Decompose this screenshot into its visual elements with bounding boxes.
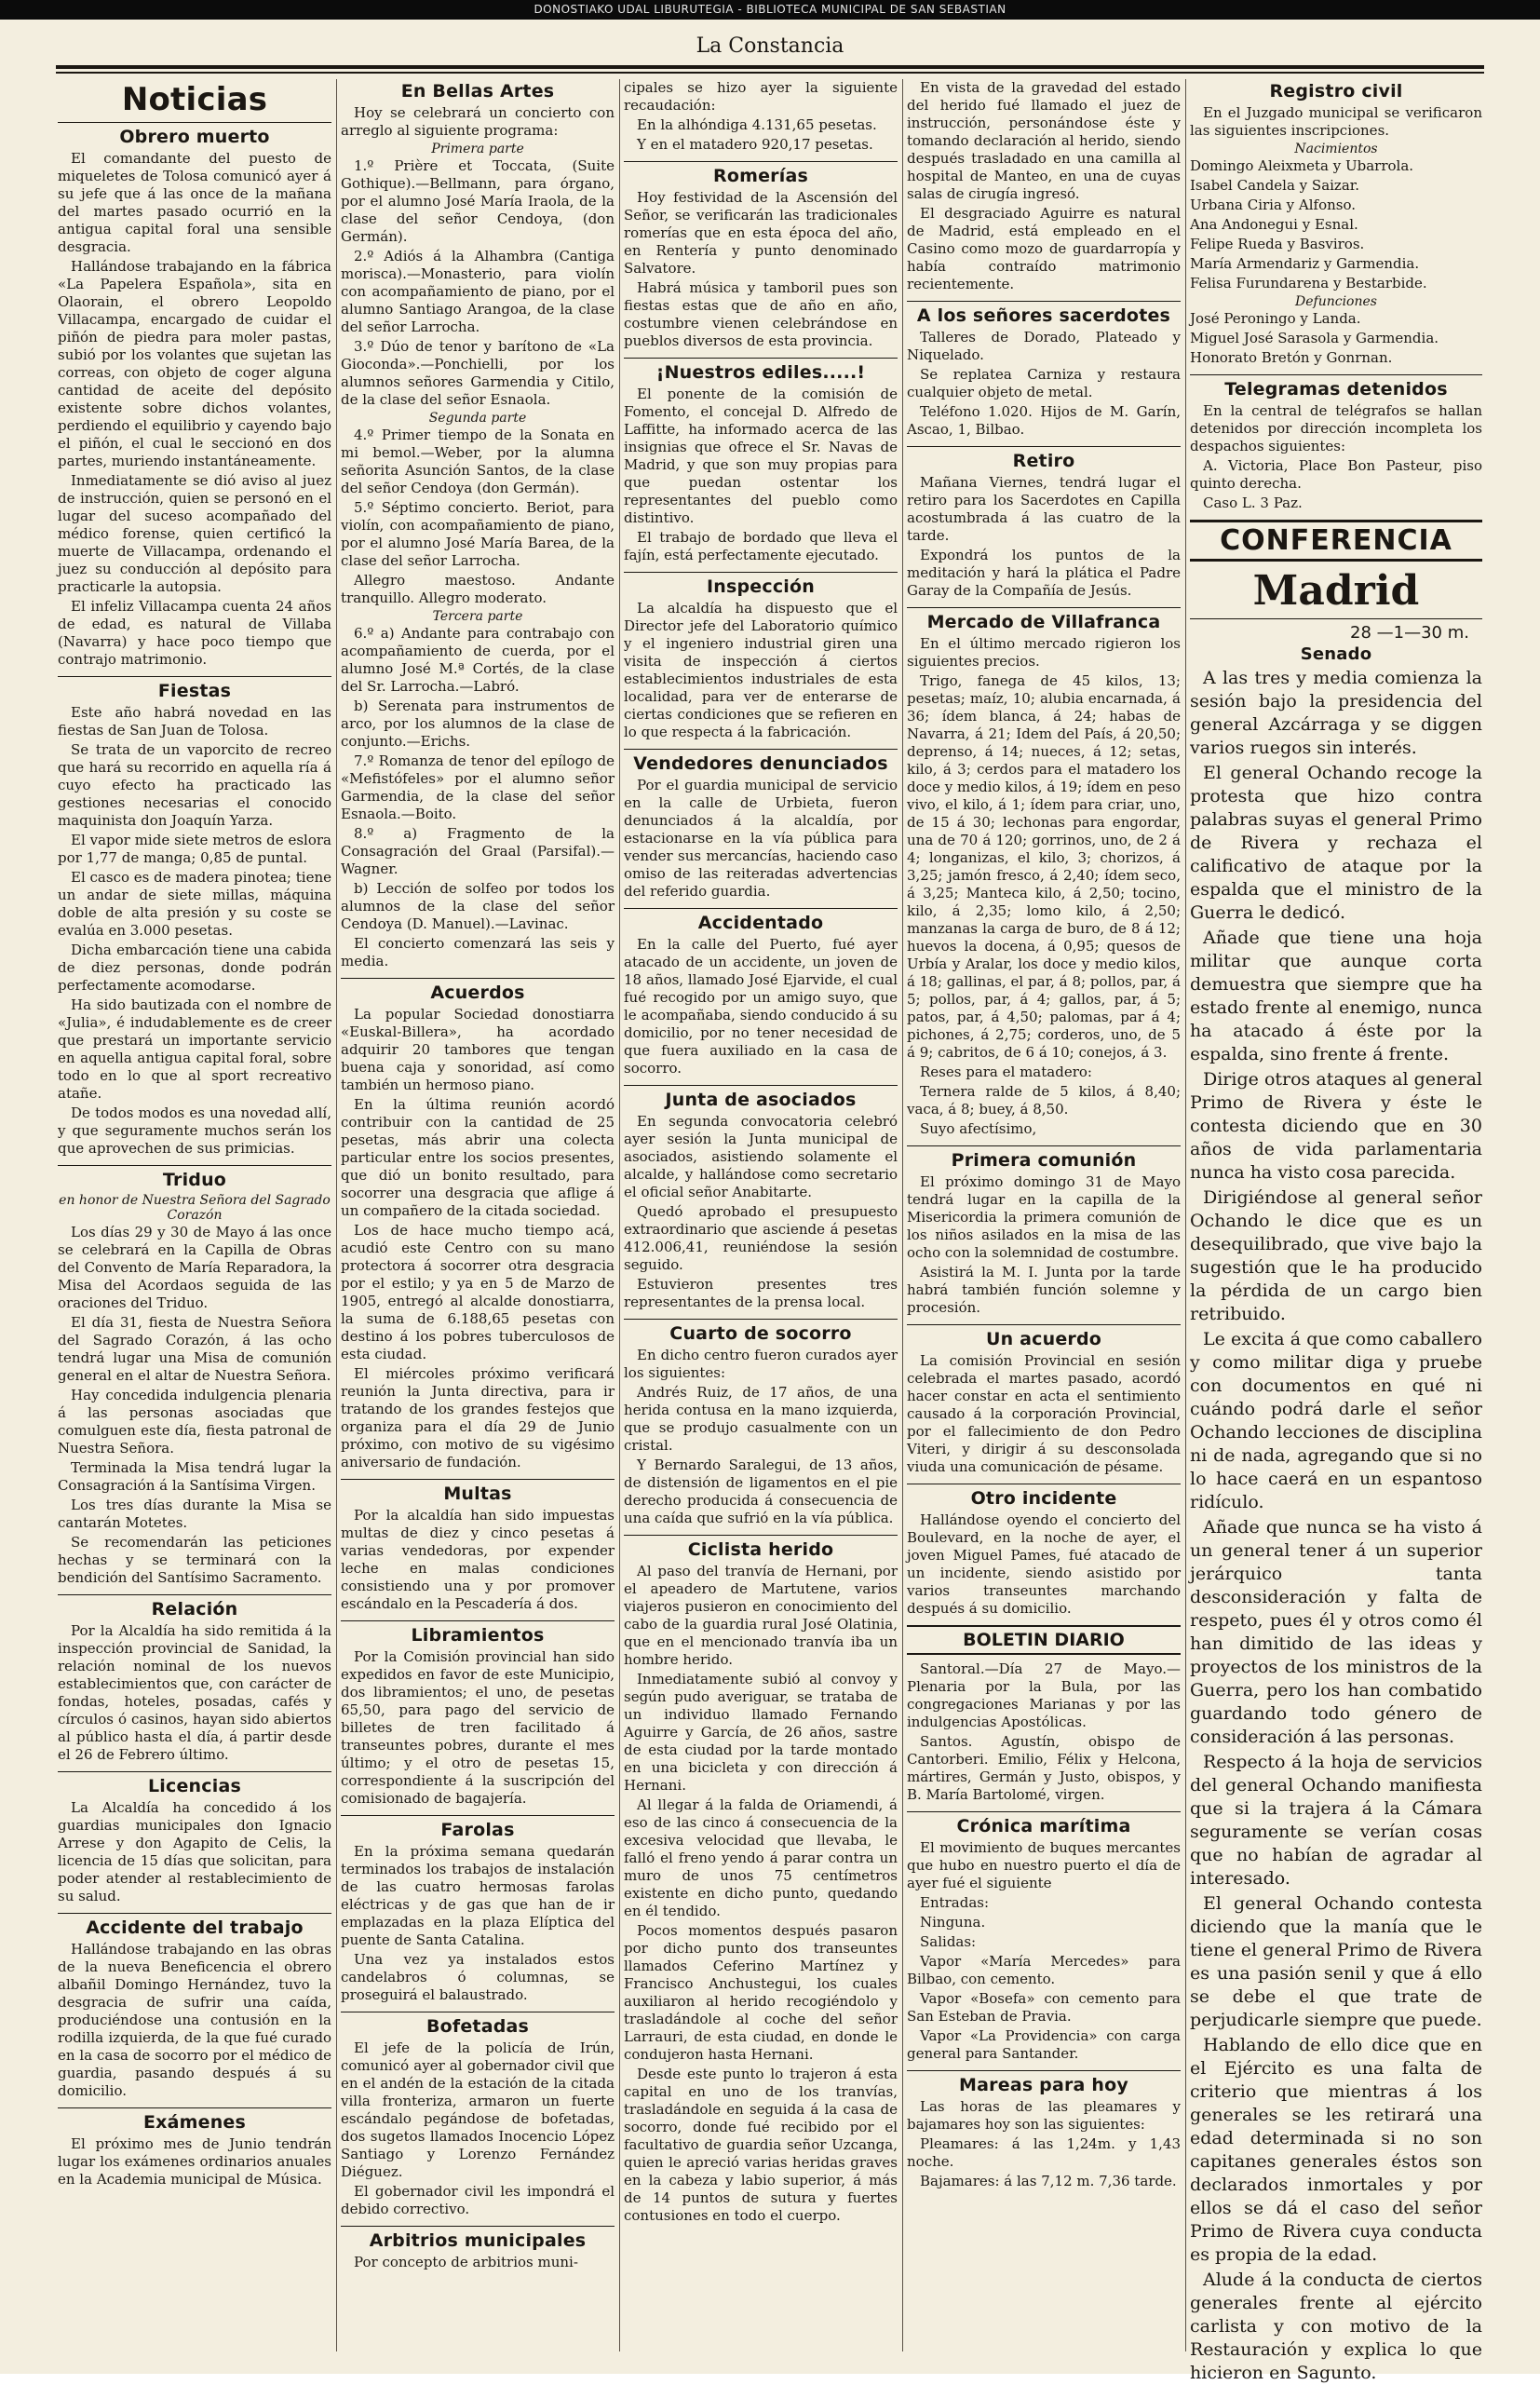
program-item: 8.º a) Fragmento de la Consagración del Graal (Parsifal).—Wagner. <box>341 825 615 877</box>
divider <box>907 301 1181 302</box>
article-title: Accidente del trabajo <box>86 1917 304 1938</box>
article-triduo <box>58 1170 331 1587</box>
article-title: Retiro <box>1012 451 1075 471</box>
article-accidente-trabajo <box>58 1917 331 2100</box>
article-mercado-villafranca <box>907 612 1181 1138</box>
list-item: Urbana Ciria y Alfonso. <box>1190 196 1357 213</box>
article-paragraph: Una vez ya instalados estos candelabros ó columnas, se proseguirá el balaustrado. <box>341 1951 615 2003</box>
article-paragraph: Pleamares: á las 1,24m. y 1,43 noche. <box>907 2135 1181 2170</box>
article-paragraph: En vista de la gravedad del estado del herido fué llamado el juez de instrucción, personándose éste y tomando declaración al herido, siendo después trasladado en una camilla al hospital de Manteo, en una de cuyas salas de cirugía ingresó. <box>907 79 1181 202</box>
article-arbitrios <box>341 2230 615 2271</box>
article-paragraph: Añade que nunca se ha visto á un general tener á un superior jerárquico tanta desconsideración y falta de respeto, pues él y otros como él han dimitido de las ideas y proyectos de los ministros de la Guerra, pero los han combatido guardando todo género de consideración á las personas. <box>1190 1517 1482 1747</box>
program-item: 2.º Adiós á la Alhambra (Cantiga morisca).—Monasterio, para violín con acompañamiento de piano, por el alumno Santiago Arangoa, de la clase del señor Larrocha. <box>341 248 615 335</box>
list-item: José Peroningo y Landa. <box>1190 310 1361 327</box>
section-heading-noticias: Noticias <box>121 81 268 118</box>
conferencia-heading: CONFERENCIA <box>1190 520 1482 562</box>
program-part-heading: Primera parte <box>431 142 524 156</box>
article-paragraph: Hallándose oyendo el concierto del Boulevard, en la noche de ayer, el joven Miguel Pames, fué atacado de un incidente, siendo asistido por varios transeuntes marchando después á su domicilio. <box>907 1511 1181 1617</box>
list-item: María Armendariz y Garmendia. <box>1190 255 1420 272</box>
article-paragraph: El próximo domingo 31 de Mayo tendrá lugar en la capilla de la Misericordia la primera comunión de los niños asilados en la misa de las ocho con la solemnidad de costumbre. <box>907 1173 1181 1261</box>
article-paragraph: Trigo, fanega de 45 kilos, 13; pesetas; maíz, 10; alubia encarnada, á 36; ídem blanca, á 24; habas de Navarra, á 21; Idem del País, á 20,50; deprenso, á 14; nueces, á 12; setas, kilo, á 3; cerdos para el matadero los doce y medio kilos, á 19; ídem en peso vivo, el kilo, á 1; ídem para criar, uno, de 15 á 30; lechonas para engordar, una de 70 á 120; gorrinos, uno, de 2 á 4; longanizas, el kilo, 3; chorizos, á 3,25; jamón fresco, á 2,40; ídem seco, á 3,25; Manteca kilo, á 2,50; tocino, kilo, á 2,35; lomo kilo, á 2,50; manzanas la carga de buro, de 8 á 12; huevos la docena, á 0,95; quesos de Urbía y Aralar, los doce y medio kilos, á 18; gallinas, el par, á 8; pollos, par, á 5; pollos, par, á 4; gallos, par, á 5; patos, par, á 4,50; palomas, par á 4; pichones, á 2,75; corderos, uno, de 5 á 9; cabritos, de 6 á 10; conejos, á 3. <box>907 672 1181 1061</box>
article-paragraph: Respecto á la hoja de servicios del general Ochando manifiesta que si la trajera á la Cámara seguramente se verían cosas que no habían de agradar al interesado. <box>1190 1752 1482 1889</box>
article-title: Telegramas detenidos <box>1224 379 1448 400</box>
article-title: Cuarto de socorro <box>669 1323 852 1344</box>
article-title: Primera comunión <box>951 1150 1137 1171</box>
program-part-heading: Tercera parte <box>432 609 523 624</box>
article-junta-asociados <box>624 1090 898 1311</box>
list-item: Ana Andonegui y Esnal. <box>1190 216 1358 233</box>
divider <box>907 1324 1181 1325</box>
divider <box>624 1535 898 1536</box>
article-examenes <box>58 2112 331 2189</box>
article-paragraph: Santoral.—Día 27 de Mayo.— Plenaria por la Bula, por las congregaciones Marianas y por las indulgencias Apostólicas. <box>907 1660 1181 1730</box>
divider <box>624 1319 898 1320</box>
article-paragraph: Santos. Agustín, obispo de Cantorberi. Emilio, Félix y Helcona, mártires, Germán y Justo, obispos, y B. María Bartolomé, virgen. <box>907 1733 1181 1803</box>
article-title: Otro incidente <box>970 1488 1117 1509</box>
list-item: Miguel José Sarasola y Garmendia. <box>1190 330 1439 346</box>
article-title: Multas <box>443 1484 512 1504</box>
article-paragraph: En la próxima semana quedarán terminados los trabajos de instalación de las cuatro hermosas farolas eléctricas y de gas que han de ir emplazadas en la plaza Elíptica del puente de Santa Catalina. <box>341 1843 615 1948</box>
divider <box>907 446 1181 447</box>
list-item: Isabel Candela y Saizar. <box>1190 177 1360 194</box>
divider <box>341 1620 615 1621</box>
article-multas <box>341 1484 615 1613</box>
births-list <box>1190 157 1482 292</box>
article-paragraph: Talleres de Dorado, Plateado y Niquelado. <box>907 329 1181 363</box>
article-paragraph: Reses para el matadero: <box>920 1064 1092 1080</box>
divider <box>341 2226 615 2227</box>
article-paragraph: Por la Alcaldía ha sido remitida á la inspección provincial de Sanidad, la relación nominal de los nuevos establecimientos que, con carácter de fondas, hoteles, posadas, cafés y círculos ó casinos, hayan sido abiertos al público hasta el día, á partir desde el 26 de Febrero último. <box>58 1622 331 1763</box>
article-title: Triduo <box>162 1170 227 1190</box>
column-divider <box>902 79 903 2351</box>
article-paragraph: En dicho centro fueron curados ayer los siguientes: <box>624 1347 898 1381</box>
subsection-heading: Defunciones <box>1295 294 1377 309</box>
article-paragraph: Salidas: <box>920 1933 977 1950</box>
article-paragraph: Ternera ralde de 5 kilos, á 8,40; vaca, á 8; buey, á 8,50. <box>907 1083 1181 1118</box>
article-paragraph: El ponente de la comisión de Fomento, el concejal D. Alfredo de Laffitte, ha informado acerca de las insignias que ofrece el Sr. Navas de Madrid, y que son muy propias para que puedan ostentar los representantes del pueblo como distintivo. <box>624 386 898 526</box>
article-paragraph: Expondrá los puntos de la meditación y hará la plática el Padre Garay de la Compañía de Jesús. <box>907 547 1181 599</box>
program-item: 1.º Prière et Toccata, (Suite Gothique).—Bellmann, para órgano, por el alumno José María Iraola, de la clase del señor Cendoya, (don Germán). <box>341 157 615 245</box>
article-paragraph: Hay concedida indulgencia plenaria á las personas asociadas que comulguen este día, fiesta patronal de Nuestra Señora. <box>58 1387 331 1457</box>
article-title: Obrero muerto <box>119 127 270 147</box>
article-paragraph: El vapor mide siete metros de eslora por 1,77 de manga; 0,85 de puntal. <box>58 832 331 866</box>
divider <box>624 908 898 909</box>
article-mareas <box>907 2075 1181 2190</box>
article-cuarto-socorro <box>624 1323 898 1527</box>
article-title: Un acuerdo <box>985 1329 1102 1349</box>
article-bofetadas <box>341 2016 615 2218</box>
article-paragraph: En el último mercado rigieron los siguientes precios. <box>907 635 1181 670</box>
article-paragraph: Y en el matadero 920,17 pesetas. <box>637 136 873 153</box>
column-1 <box>58 79 331 2351</box>
archive-banner-text: DONOSTIAKO UDAL LIBURUTEGIA - BIBLIOTECA MUNICIPAL DE SAN SEBASTIAN <box>534 3 1006 16</box>
article-farolas <box>341 1820 615 2004</box>
article-paragraph: Hallándose trabajando en la fábrica «La Papelera Española», sita en Olaorain, el obrero Leopoldo Villacampa, encargado de cuidar el piñón de piedra para moler pastas, subió por los volantes que sujetan las correas, con objeto de coger alguna cantidad de aceite del depósito existente sobre dichos volantes, perdiendo el equilibrio y cayendo bajo el piñón, el cual le seccionó en dos partes, muriendo instantáneamente. <box>58 258 331 469</box>
masthead-rule <box>56 65 1484 69</box>
article-paragraph: El miércoles próximo verificará reunión la Junta directiva, para ir tratando de los grandes festejos que organiza para el día 29 de Junio próximo, con motivo de su vigésimo aniversario de fundación. <box>341 1365 615 1470</box>
article-paragraph: Asistirá la M. I. Junta por la tarde habrá también función solemne y procesión. <box>907 1264 1181 1316</box>
article-paragraph: Estuvieron presentes tres representantes de la prensa local. <box>624 1276 898 1310</box>
article-ciclista-herido <box>624 1539 898 2225</box>
article-paragraph: Mañana Viernes, tendrá lugar el retiro para los Sacerdotes en Capilla acostumbrada á las cuatro de la tarde. <box>907 474 1181 544</box>
article-paragraph: Añade que tiene una hoja militar que aunque corta demuestra que siempre que ha estado frente al enemigo, nunca ha atacado á éste por la espalda, sino frente á frente. <box>1190 928 1482 1064</box>
divider <box>907 607 1181 608</box>
article-paragraph: La alcaldía ha dispuesto que el Director jefe del Laboratorio químico y el ingeniero industrial giren una visita de inspección á ciertos establecimientos industriales de esta localidad, para ver de enterarse de ciertas condiciones que se refieren en lo que respecta á la fabricación. <box>624 600 898 740</box>
program-part-heading: Segunda parte <box>428 411 527 426</box>
list-item: Felisa Furundarena y Bestarbide. <box>1190 275 1427 291</box>
article-paragraph: La Alcaldía ha concedido á los guardias municipales don Ignacio Arrese y don Agapito de Celis, la licencia de 15 días que solicitan, para poder atender al restablecimiento de su salud. <box>58 1799 331 1904</box>
article-title: Relación <box>151 1599 238 1619</box>
article-ciclista-continued <box>907 79 1181 293</box>
article-paragraph: Quedó aprobado el presupuesto extraordinario que asciende á pesetas 412.006,41, reuniéndose la sesión seguido. <box>624 1203 898 1273</box>
article-paragraph: Ha sido bautizada con el nombre de «Julia», é indudablemente es de creer que prestará un importante servicio en aquella antigua capital foral, sobre todo en lo que al sport recreativo atañe. <box>58 996 331 1102</box>
article-paragraph: Caso L. 3 Paz. <box>1203 495 1303 511</box>
article-paragraph: En la última reunión acordó contribuir con la cantidad de 25 pesetas, más abrir una colecta particular entre los socios presentes, que dió un bonito resultado, para socorrer una desgracia que aflige á un compañero de la citada sociedad. <box>341 1096 615 1219</box>
article-paragraph: El día 31, fiesta de Nuestra Señora del Sagrado Corazón, á las ocho tendrá lugar una Misa de comunión general en el altar de Nuestra Señora. <box>58 1314 331 1384</box>
article-paragraph: Hoy festividad de la Ascensión del Señor, se verificarán las tradicionales romerías que en esta época del año, en Rentería y punto denominado Salvatore. <box>624 189 898 277</box>
masthead-title: La Constancia <box>696 34 844 58</box>
article-paragraph: Vapor «María Mercedes» para Bilbao, con cemento. <box>907 1953 1181 1987</box>
program-item: Allegro maestoso. Andante tranquillo. Allegro moderato. <box>341 572 615 606</box>
article-accidentado <box>624 913 898 1077</box>
article-paragraph: Por la alcaldía han sido impuestas multas de diez y cinco pesetas á varias vendedoras, por expender leche en malas condiciones consistiendo una y por promover escándalo en la Pescadería á dos. <box>341 1507 615 1612</box>
article-bellas-artes <box>341 81 615 970</box>
divider <box>624 161 898 162</box>
divider <box>907 1145 1181 1146</box>
article-registro-civil <box>1190 81 1482 367</box>
article-telegramas <box>1190 379 1482 512</box>
article-title: Acuerdos <box>430 982 525 1003</box>
article-paragraph: De todos modos es una novedad allí, y que seguramente muchos serán los que aprovechen de sus primicias. <box>58 1104 331 1157</box>
article-primera-comunion <box>907 1150 1181 1317</box>
article-paragraph: Entradas: <box>920 1894 990 1911</box>
article-paragraph: Se replatea Carniza y restaura cualquier objeto de metal. <box>907 366 1181 400</box>
archive-banner <box>0 0 1540 20</box>
article-title: Crónica marítima <box>956 1816 1131 1836</box>
column-5 <box>1190 79 1482 2383</box>
article-title: Farolas <box>440 1820 515 1840</box>
article-paragraph: Bajamares: á las 7,12 m. 7,36 tarde. <box>920 2173 1177 2189</box>
article-title: A los señores sacerdotes <box>916 305 1171 326</box>
divider <box>341 978 615 979</box>
article-paragraph: Terminada la Misa tendrá lugar la Consagración á la Santísima Virgen. <box>58 1459 331 1494</box>
divider <box>58 122 331 123</box>
divider <box>58 1594 331 1595</box>
program-item: 5.º Séptimo concierto. Beriot, para violín, con acompañamiento de piano, por el alumno José María Barea, de la clase del señor Larrocha. <box>341 499 615 569</box>
program-item: 7.º Romanza de tenor del epílogo de «Mefistófeles» por el alumno señor Garmendia, de la clase del señor Esnaola.—Boito. <box>341 752 615 822</box>
article-paragraph: Dirige otros ataques al general Primo de Rivera y éste le contesta diciendo que en 30 años de vida parlamentaria nunca ha visto cosa parecida. <box>1190 1069 1482 1183</box>
article-paragraph: El general Ochando recoge la protesta que hizo contra palabras suyas el general Primo de Rivera y rechaza el calificativo de ataque por la espalda que el ministro de la Guerra le dedicó. <box>1190 763 1482 923</box>
advert-sacerdotes <box>907 305 1181 439</box>
article-paragraph: cipales se hizo ayer la siguiente recaudación: <box>624 79 898 114</box>
column-divider <box>1185 79 1186 2351</box>
deaths-list <box>1190 310 1482 367</box>
column-4 <box>907 79 1181 2351</box>
article-paragraph: El casco es de madera pinotea; tiene un andar de siete millas, máquina doble de alta presión y su coste se evalúa en 3.000 pesetas. <box>58 869 331 939</box>
divider <box>58 1771 331 1772</box>
article-title: Licencias <box>147 1776 241 1796</box>
article-paragraph: Por concepto de arbitrios muni- <box>354 2254 578 2270</box>
divider <box>624 572 898 573</box>
article-cronica-maritima <box>907 1816 1181 2063</box>
article-libramientos <box>341 1625 615 1808</box>
article-subtitle: en honor de Nuestra Señora del Sagrado Corazón <box>59 1193 331 1223</box>
column-divider <box>336 79 337 2351</box>
article-paragraph: A. Victoria, Place Bon Pasteur, piso quinto derecha. <box>1190 457 1482 492</box>
article-paragraph: El trabajo de bordado que lleva el fajín, está perfectamente ejecutado. <box>624 529 898 563</box>
article-obrero-muerto <box>58 127 331 669</box>
article-title: Registro civil <box>1269 81 1403 102</box>
article-paragraph: Hablando de ello dice que en el Ejército es una falta de criterio que mientras á los generales se les retirará una edad determinada si no son capitanes generales éstos son declarados inmortales y por ellos se dá el caso del señor Primo de Rivera cuya conducta es propia de la edad. <box>1190 2035 1482 2265</box>
article-paragraph: Hallándose trabajando en las obras de la nueva Beneficencia el obrero albañil Domingo Hernández, tuvo la desgracia de sufrir una caída, produciéndose una contusión en la rodilla izquierda, de la que fué curado en la casa de socorro por el médico de guardia, pasando después á su domicilio. <box>58 1941 331 2099</box>
article-vendedores <box>624 753 898 901</box>
article-title: Ciclista herido <box>687 1539 834 1560</box>
article-senado <box>1190 667 1482 2385</box>
article-arbitrios-continued <box>624 79 898 154</box>
article-title: Romerías <box>713 166 808 186</box>
article-paragraph: En la central de telégrafos se hallan detenidos por dirección incompleta los despachos siguientes: <box>1190 402 1482 454</box>
article-paragraph: Inmediatamente subió al convoy y según pudo averiguar, se trataba de un individuo llamado Fernando Aguirre y García, de 26 años, sastre de esta ciudad por la tarde montado en una bicicleta y con dirección á Hernani. <box>624 1671 898 1794</box>
article-paragraph: En la calle del Puerto, fué ayer atacado de un accidente, un joven de 18 años, llamado José Ejarvide, el cual fué recogido por un amigo suyo, que le acompañaba, siendo conducido á su domicilio, por no tener necesidad de que fuera auxiliado en la casa de socorro. <box>624 936 898 1077</box>
article-title: Vendedores denunciados <box>633 753 888 774</box>
subsection-heading: Nacimientos <box>1294 142 1378 156</box>
senado-heading: Senado <box>1300 644 1372 664</box>
divider <box>58 1913 331 1914</box>
article-paragraph: Los días 29 y 30 de Mayo á las once se celebrará en la Capilla de Obras del Convento de María Reparadora, la Misa del Acordaos seguida de las oraciones del Triduo. <box>58 1224 331 1311</box>
article-title: Exámenes <box>142 2112 247 2133</box>
column-divider <box>619 79 620 2351</box>
column-3 <box>624 79 898 2351</box>
divider <box>341 1815 615 1816</box>
article-title: Junta de asociados <box>665 1090 857 1110</box>
article-fiestas <box>58 681 331 1158</box>
article-paragraph: Por la Comisión provincial han sido expedidos en favor de este Municipio, dos libramientos; el uno, de pesetas 65,50, para pago del servicio de billetes de tren facilitado á transeuntes pobres, durante el mes último; y el otro de pesetas 15, correspondiente á la suscripción del comisionado de bagajería. <box>341 1648 615 1807</box>
article-nuestros-ediles <box>624 362 898 564</box>
article-paragraph: Pocos momentos después pasaron por dicho punto dos transeuntes llamados Ceferino Martínez y Francisco Anchustegui, los cuales auxiliaron al herido recogiéndolo y trasladándole al coche del señor Larrauri, de esta ciudad, en donde le condujeron hasta Hernani. <box>624 1922 898 2063</box>
article-inspeccion <box>624 576 898 741</box>
list-item: Felipe Rueda y Basviros. <box>1190 236 1365 252</box>
divider <box>58 676 331 677</box>
program-item: 4.º Primer tiempo de la Sonata en mi bemol.—Weber, por la alumna señorita Asunción Santos, de la clase del señor Cendoya (don Germán). <box>341 427 615 496</box>
article-paragraph: Dirigiéndose al general señor Ochando le dice que es un desequilibrado, que vive bajo la sugestión que le ha producido la pérdida de un cargo bien retribuido. <box>1190 1187 1482 1324</box>
divider <box>624 1085 898 1086</box>
article-paragraph: Se recomendarán las peticiones hechas y se terminará con la bendición del Santísimo Sacramento. <box>58 1534 331 1586</box>
article-title: Libramientos <box>411 1625 545 1646</box>
article-paragraph: Vapor «La Providencia» con carga general para Santander. <box>907 2027 1181 2062</box>
article-paragraph: Dicha embarcación tiene una cabida de diez personas, donde podrán perfectamente acomodarse. <box>58 942 331 994</box>
divider <box>341 1479 615 1480</box>
article-romerias <box>624 166 898 350</box>
list-item: Honorato Bretón y Gonrnan. <box>1190 349 1393 366</box>
divider <box>58 2107 331 2108</box>
article-acuerdos <box>341 982 615 1471</box>
article-licencias <box>58 1776 331 1905</box>
article-title: Fiestas <box>157 681 232 701</box>
article-paragraph: La popular Sociedad donostiarra «Euskal-Billera», ha acordado adquirir 20 tambores que tengan buena caja y sonoridad, así como también un hermoso piano. <box>341 1006 615 1093</box>
program-item: b) Serenata para instrumentos de arco, por los alumnos de la clase de conjunto.—Erichs. <box>341 698 615 750</box>
article-paragraph: Teléfono 1.020. Hijos de M. Garín, Ascao, 1, Bilbao. <box>907 403 1181 438</box>
article-boletin <box>907 1660 1181 1804</box>
madrid-heading: Madrid <box>1252 567 1420 615</box>
dateline: 28 —1—30 m. <box>1350 623 1469 643</box>
article-title: Mareas para hoy <box>959 2075 1128 2095</box>
article-paragraph: Suyo afectísimo, <box>920 1120 1037 1137</box>
article-paragraph: Por el guardia municipal de servicio en la calle de Urbieta, fueron denunciados á la alcaldía, por estacionarse en la vía pública para vender sus mercancías, haciendo caso omiso de las reiteradas advertencias del referido guardia. <box>624 777 898 900</box>
article-paragraph: El desgraciado Aguirre es natural de Madrid, está empleado en el Casino como mozo de guardarropía y había contraído matrimonio recientemente. <box>907 205 1181 292</box>
article-paragraph: El próximo mes de Junio tendrán lugar los exámenes ordinarios anuales en la Academia municipal de Música. <box>58 2135 331 2188</box>
article-paragraph: El infeliz Villacampa cuenta 24 años de edad, es natural de Villaba (Navarra) y hace poco tiempo que contrajo matrimonio. <box>58 598 331 668</box>
article-paragraph: El comandante del puesto de miqueletes de Tolosa comunicó ayer á su jefe que á las once de la mañana del martes pasado ocurrió en la antigua capital foral una sensible desgracia. <box>58 150 331 255</box>
masthead-rule-thin <box>56 72 1484 74</box>
article-paragraph: En segunda convocatoria celebró ayer sesión la Junta municipal de asociados, asistiendo solamente el alcalde, y hallándose como secretario el oficial señor Anabitarte. <box>624 1113 898 1200</box>
article-paragraph: Las horas de las pleamares y bajamares hoy son las siguientes: <box>907 2098 1181 2133</box>
divider <box>1190 618 1482 619</box>
divider <box>58 1165 331 1166</box>
program-item: El concierto comenzará las seis y media. <box>341 935 615 969</box>
article-title: Arbitrios municipales <box>369 2230 587 2251</box>
article-paragraph: Vapor «Bosefa» con cemento para San Esteban de Pravia. <box>907 1990 1181 2025</box>
masthead <box>56 28 1484 65</box>
divider <box>907 2070 1181 2071</box>
article-paragraph: Los tres días durante la Misa se cantarán Motetes. <box>58 1497 331 1531</box>
divider <box>907 1811 1181 1812</box>
article-paragraph: Andrés Ruiz, de 17 años, de una herida contusa en la mano izquierda, que se produjo casualmente con un cristal. <box>624 1384 898 1454</box>
article-paragraph: En el Juzgado municipal se verificaron las siguientes inscripciones. <box>1190 104 1482 139</box>
article-un-acuerdo <box>907 1329 1181 1476</box>
article-paragraph: En la alhóndiga 4.131,65 pesetas. <box>637 116 877 133</box>
program-item: b) Lección de solfeo por todos los alumnos de la clase del señor Cendoya (D. Manuel).—Lavinac. <box>341 880 615 932</box>
article-paragraph: Y Bernardo Saralegui, de 13 años, de distensión de ligamentos en el pie derecho producida á consecuencia de una caída que sufrió en la vía pública. <box>624 1457 898 1526</box>
article-paragraph: Al paso del tranvía de Hernani, por el apeadero de Martutene, varios viajeros pusieron en conocimiento del cabo de la guardia rural José Olatinia, que en el mencionado tranvía iba un hombre herido. <box>624 1563 898 1668</box>
article-relacion <box>58 1599 331 1764</box>
article-paragraph: El jefe de la policía de Irún, comunicó ayer al gobernador civil que en el andén de la estación de la citada villa fronteriza, armaron un fuerte escándalo pegándose de bofetadas, dos sugetos llamados Inocencio López Santiago y Lorenzo Fernández Diéguez. <box>341 2039 615 2180</box>
article-paragraph: Ninguna. <box>920 1914 986 1931</box>
divider <box>624 749 898 750</box>
article-paragraph: El movimiento de buques mercantes que hubo en nuestro puerto el día de ayer fué el siguiente <box>907 1839 1181 1891</box>
divider <box>1190 374 1482 375</box>
article-title: Bofetadas <box>426 2016 530 2037</box>
article-paragraph: Le excita á que como caballero y como militar diga y pruebe con documentos en qué ni cuándo podrá darle el señor Ochando lecciones de disciplina ni de nada, agregando que si no lo hace caerá en un espantoso ridículo. <box>1190 1329 1482 1512</box>
article-paragraph: Inmediatamente se dió aviso al juez de instrucción, quien se personó en el lugar del suceso acompañado del médico forense, quien certificó la muerte de Villacampa, ordenando el juez su conducción al depósito para practicarle la autopsia. <box>58 472 331 595</box>
article-paragraph: Se trata de un vaporcito de recreo que hará su recorrido en aquella ría á cuyo efecto ha practicado las gestiones necesarias el conocido maquinista don Joaquín Yarza. <box>58 741 331 829</box>
article-paragraph: Habrá música y tamboril pues son fiestas estas que de año en año, costumbre vienen celebrándose en pueblos diversos de esta provincia. <box>624 279 898 349</box>
article-paragraph: La comisión Provincial en sesión celebrada el martes pasado, acordó hacer constar en acta el sentimiento causado á la corporación Provincial, por el fallecimiento de don Pedro Viteri, y dirigir á su desconsolada viuda una comunicación de pésame. <box>907 1352 1181 1475</box>
article-paragraph: Los de hace mucho tiempo acá, acudió este Centro con su mano protectora á socorrer otra desgracia por el estilo; y ya en 5 de Marzo de 1905, entregó al alcalde donostiarra, la suma de 6.188,65 pesetas con destino á los pobres tuberculosos de esta ciudad. <box>341 1222 615 1362</box>
article-paragraph: Al llegar á la falda de Oriamendi, á eso de las cinco á consecuencia de la excesiva velocidad que llevaba, le falló el freno yendo á parar contra un muro de unos 75 centímetros existente en dicho punto, quedando en él tendido. <box>624 1796 898 1919</box>
article-otro-incidente <box>907 1488 1181 1618</box>
article-paragraph: Hoy se celebrará un concierto con arreglo al siguiente programa: <box>341 104 615 139</box>
article-paragraph: Alude á la conducta de ciertos generales frente al ejército carlista y con motivo de la Restauración y explica lo que hicieron en Sagunto. <box>1190 2270 1482 2383</box>
article-title: En Bellas Artes <box>400 81 555 102</box>
article-title: Inspección <box>706 576 815 597</box>
boletin-diario-heading: BOLETIN DIARIO <box>907 1625 1181 1655</box>
article-paragraph: El gobernador civil les impondrá el debido correctivo. <box>341 2183 615 2217</box>
article-paragraph: El general Ochando contesta diciendo que la manía que le tiene el general Primo de Rivera es una pasión senil y que á ello se debe el que trate de perjudicarle siempre que puede. <box>1190 1893 1482 2030</box>
article-retiro <box>907 451 1181 600</box>
article-paragraph: Este año habrá novedad en las fiestas de San Juan de Tolosa. <box>58 704 331 739</box>
article-title: Mercado de Villafranca <box>926 612 1161 632</box>
column-2 <box>341 79 615 2351</box>
article-paragraph: Desde este punto lo trajeron á esta capital en uno de los tranvías, trasladándole en seguida á la casa de socorro, donde fué recibido por el facultativo de guardia señor Uzcanga, quien le apreció varias heridas graves en la cabeza y labio superior, á más de 14 puntos de sutura y fuertes contusiones en todo el cuerpo. <box>624 2066 898 2224</box>
article-title: ¡Nuestros ediles.....! <box>655 362 866 383</box>
program-item: 3.º Dúo de tenor y barítono de «La Gioconda».—Ponchielli, por los alumnos señores Garmendia y Citilo, de la clase del señor Esnaola. <box>341 338 615 408</box>
article-paragraph: A las tres y media comienza la sesión bajo la presidencia del general Azcárraga y se diggen varios ruegos sin interés. <box>1190 668 1482 758</box>
program-item: 6.º a) Andante para contrabajo con acompañamiento de cuerda, por el alumno José M.ª Cortés, de la clase del Sr. Larrocha.—Labró. <box>341 625 615 695</box>
article-title: Accidentado <box>697 913 824 933</box>
divider <box>624 358 898 359</box>
list-item: Domingo Aleixmeta y Ubarrola. <box>1190 157 1414 174</box>
